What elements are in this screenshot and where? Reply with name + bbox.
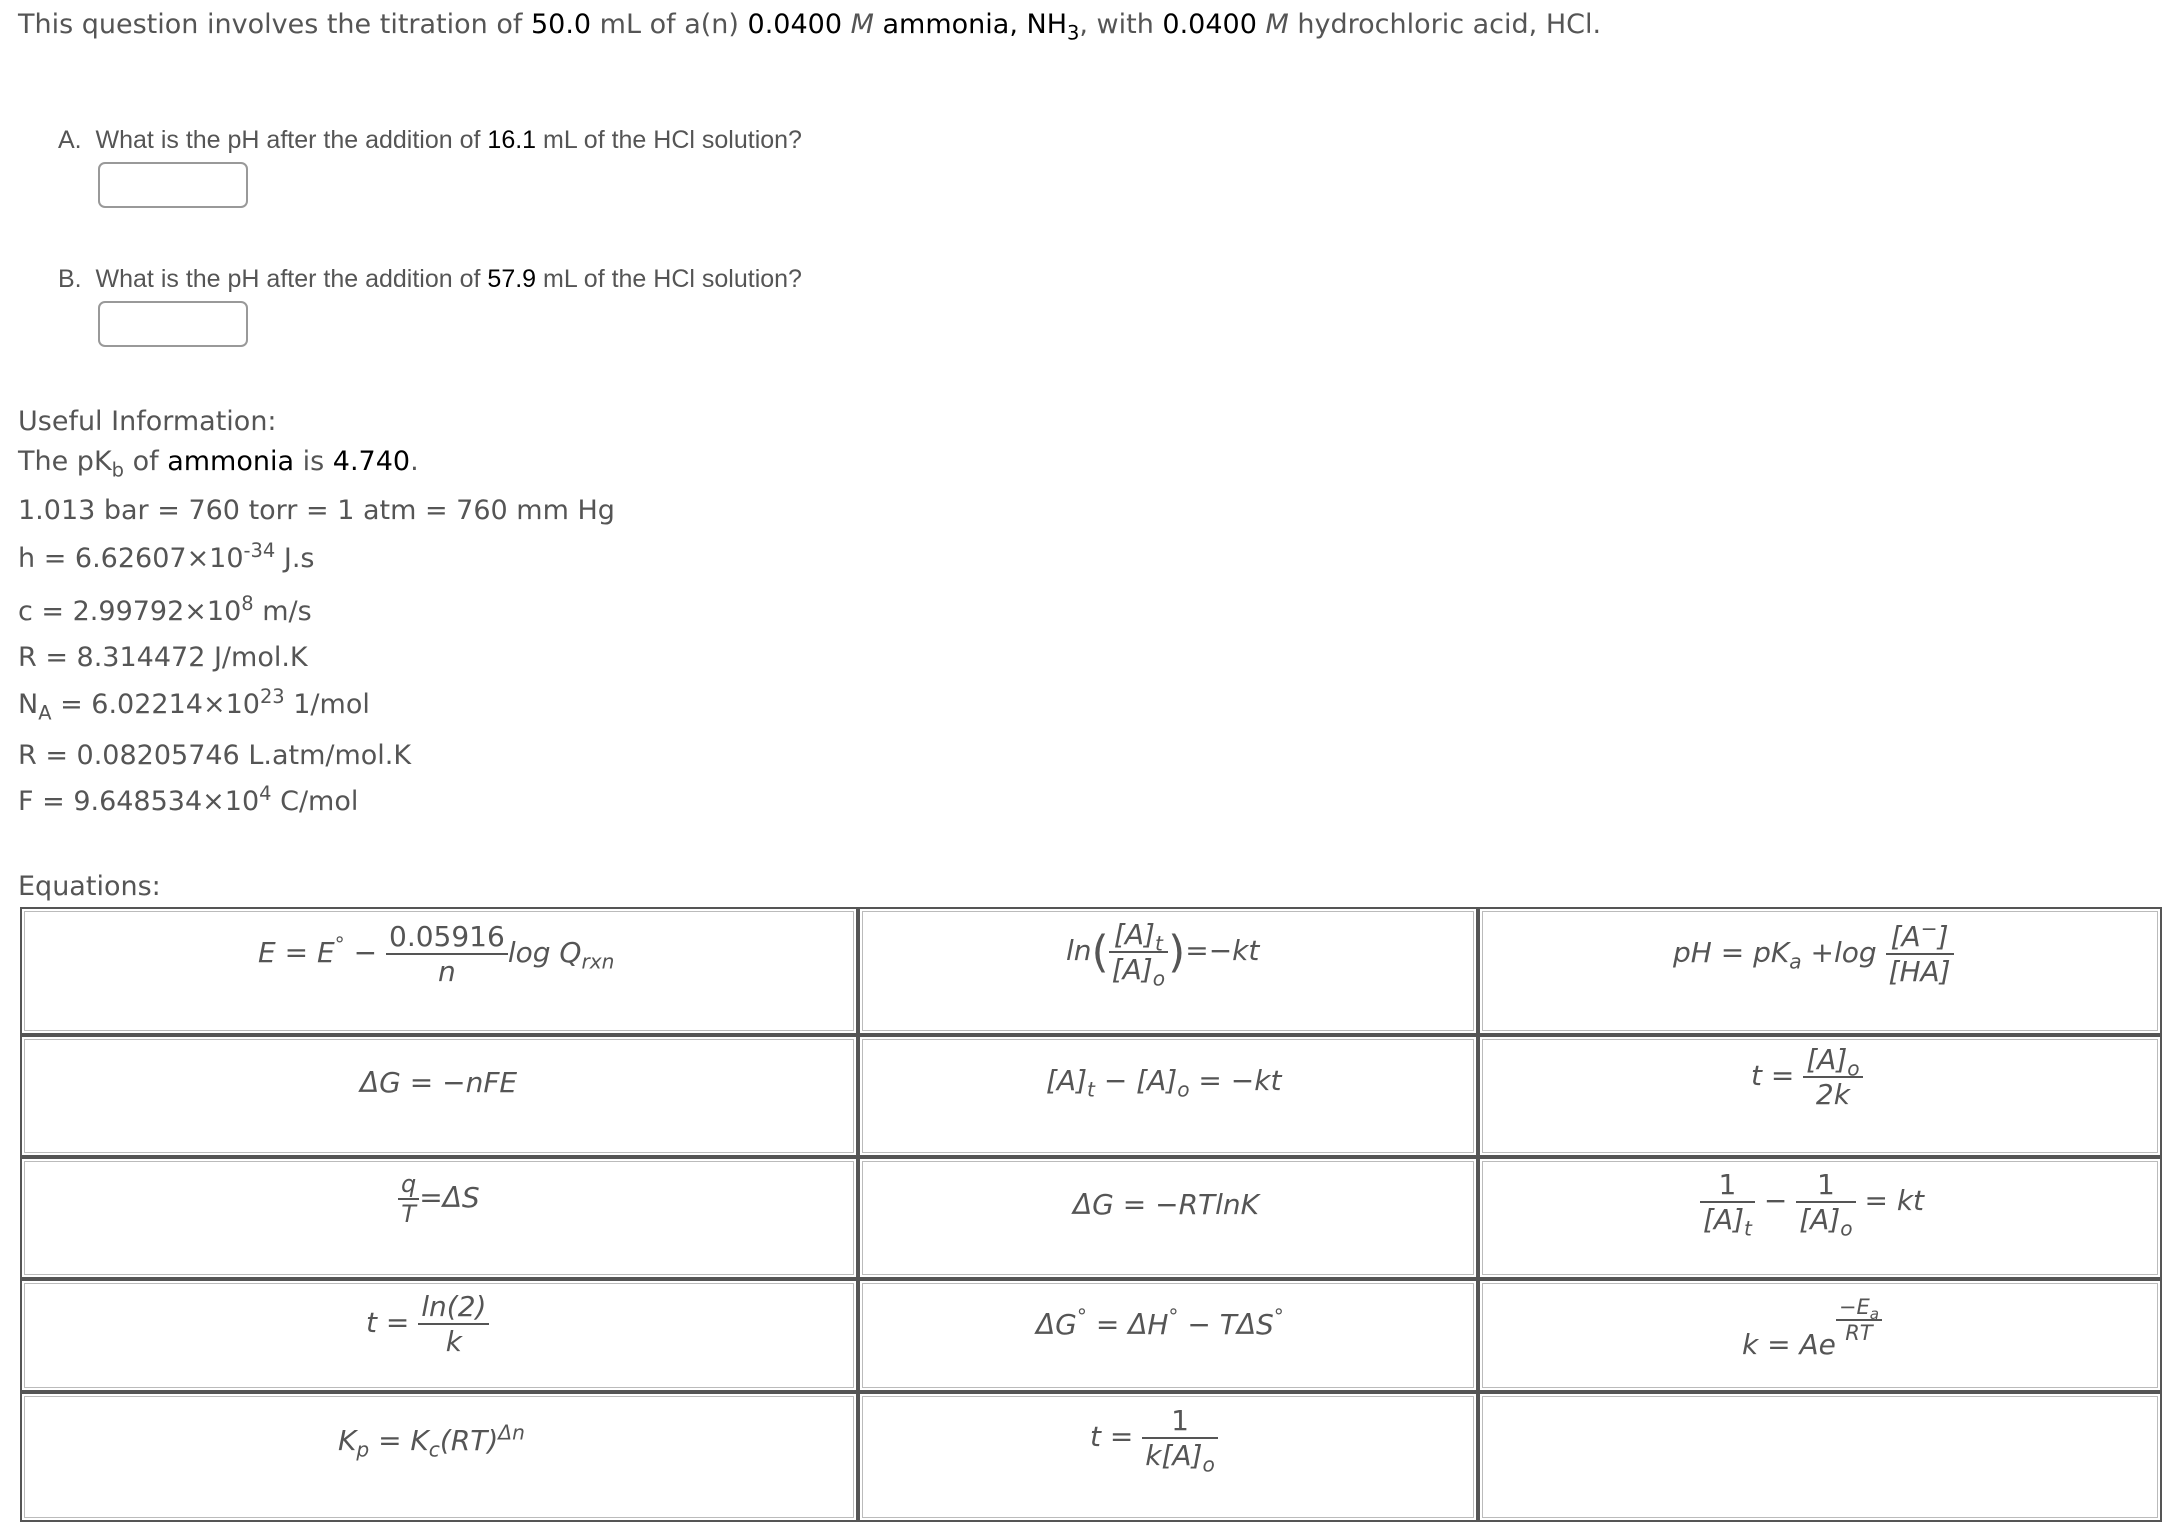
- eq-text: −: [1763, 1184, 1788, 1217]
- denominator: T: [401, 1200, 416, 1228]
- eq-subscript: o: [1152, 966, 1166, 991]
- light-speed-value: c = 2.99792: [18, 596, 185, 627]
- intro-subscript: 3: [1067, 21, 1080, 45]
- entropy-equation: [398, 1170, 480, 1228]
- degree-symbol: °: [1076, 1304, 1087, 1329]
- avogadro-label: N: [18, 689, 39, 720]
- pkb-compound: ammonia: [167, 446, 295, 477]
- planck-unit: J.s: [275, 543, 315, 574]
- eq-subscript: c: [428, 1437, 440, 1462]
- eq-text: [A]: [1799, 1203, 1841, 1236]
- pkb-text: is: [294, 446, 333, 477]
- avogadro-unit: 1/mol: [284, 689, 370, 720]
- fraction: [386, 920, 508, 988]
- avogadro-value: = 6.02214: [51, 689, 203, 720]
- denominator: [1109, 953, 1168, 991]
- times-ten: ×10: [202, 689, 260, 720]
- fraction: [1803, 1043, 1862, 1111]
- gibbs-enthalpy-equation: [1036, 1304, 1284, 1341]
- denominator: RT: [1845, 1321, 1873, 1345]
- numerator: q: [398, 1170, 419, 1200]
- eq-subscript: o: [1177, 1077, 1190, 1102]
- numerator: [1109, 918, 1168, 956]
- second-order-equation: [1700, 1168, 1925, 1241]
- first-order-half-life-equation: [366, 1290, 489, 1358]
- eq-text: pH = pK: [1673, 936, 1790, 969]
- pkb-label: The pK: [18, 446, 112, 477]
- pkb-subscript: b: [111, 458, 124, 482]
- question-volume: 57.9: [487, 265, 537, 293]
- gas-constant-atm-line: R = 0.08205746 L.atm/mol.K: [18, 740, 412, 771]
- intro-text: hydrochloric acid, HCl.: [1288, 9, 1602, 40]
- numerator: [1836, 1295, 1882, 1324]
- question-a: [58, 126, 802, 155]
- eq-text: [A]: [1806, 1043, 1848, 1076]
- numerator: 1: [1700, 1168, 1755, 1203]
- numerator: 0.05916: [386, 920, 508, 955]
- eq-text: k[A]: [1145, 1439, 1203, 1472]
- eq-subscript: p: [356, 1437, 370, 1462]
- eq-text: +log: [1801, 936, 1886, 969]
- faraday-line: [18, 782, 359, 817]
- eq-subscript: rxn: [581, 949, 615, 974]
- denominator: [1796, 1203, 1855, 1241]
- question-intro: [18, 9, 1602, 45]
- fraction: [1142, 1404, 1218, 1477]
- eq-text: − [A]: [1094, 1064, 1178, 1097]
- pkb-value: 4.740: [332, 446, 411, 477]
- question-b: [58, 265, 802, 294]
- eq-text: −E: [1838, 1295, 1870, 1319]
- fraction: [418, 1290, 489, 1358]
- planck-value: h = 6.62607: [18, 543, 187, 574]
- eq-subscript: a: [1869, 1305, 1879, 1324]
- avogadro-subscript: A: [38, 701, 52, 725]
- zero-order-half-life-equation: [1751, 1043, 1863, 1111]
- denominator: [1700, 1203, 1755, 1241]
- eq-text: log Q: [507, 936, 582, 969]
- denominator: [1142, 1439, 1218, 1477]
- eq-text: [A]: [1046, 1064, 1088, 1097]
- equation-cell: [1478, 1392, 2162, 1522]
- eq-text: =ΔS: [419, 1181, 480, 1214]
- nernst-equation: [258, 920, 614, 988]
- numerator: [1803, 1043, 1862, 1081]
- fraction: [398, 1170, 419, 1228]
- answer-b-input[interactable]: [98, 301, 248, 347]
- times-ten: ×10: [184, 596, 242, 627]
- eq-subscript: o: [1847, 1056, 1860, 1081]
- eq-text: = ΔH: [1086, 1308, 1169, 1341]
- pkb-line: [18, 446, 419, 482]
- intro-acid-concentration: 0.0400: [1162, 9, 1257, 40]
- denominator: [HA]: [1888, 955, 1951, 988]
- avogadro-line: [18, 685, 370, 725]
- eq-superscript: Δn: [498, 1420, 525, 1445]
- useful-info-heading: Useful Information:: [18, 406, 277, 437]
- planck-exponent: -34: [243, 539, 276, 562]
- eq-text: [A]: [1111, 953, 1153, 986]
- eq-text: E = E: [258, 936, 335, 969]
- eq-subscript: t: [1087, 1077, 1095, 1102]
- eq-subscript: t: [1154, 931, 1163, 956]
- gibbs-equilibrium-equation: ΔG = −RTlnK: [1073, 1188, 1260, 1221]
- eq-subscript: t: [1744, 1216, 1752, 1241]
- avogadro-exponent: 23: [259, 685, 285, 708]
- eq-text: ln: [1066, 934, 1092, 967]
- eq-text: ΔG: [1036, 1308, 1077, 1341]
- intro-text: mL of a(n): [591, 9, 748, 40]
- degree-symbol: °: [334, 932, 345, 957]
- intro-concentration: 0.0400: [747, 9, 843, 40]
- intro-base-name: ammonia, NH: [882, 9, 1067, 40]
- answer-a-input[interactable]: [98, 162, 248, 208]
- eq-text: t =: [1090, 1420, 1143, 1453]
- intro-text: This question involves the titration of: [18, 9, 531, 40]
- equations-heading: Equations:: [18, 871, 161, 902]
- light-speed-line: [18, 592, 312, 627]
- kp-kc-equation: [338, 1420, 525, 1462]
- fraction: [1886, 916, 1954, 988]
- denominator: n: [438, 955, 456, 988]
- question-text: mL of the HCl solution?: [536, 265, 802, 293]
- eq-text: = −kt: [1189, 1064, 1282, 1097]
- eq-text: [A]: [1113, 918, 1155, 951]
- gas-constant-line: R = 8.314472 J/mol.K: [18, 642, 308, 673]
- eq-text: [A]: [1703, 1203, 1745, 1236]
- eq-text: ]: [1937, 920, 1949, 953]
- degree-symbol: °: [1168, 1304, 1179, 1329]
- eq-text: = kt: [1864, 1184, 1925, 1217]
- eq-text: [A: [1890, 920, 1921, 953]
- eq-text: t =: [1751, 1059, 1804, 1092]
- eq-text: t =: [366, 1306, 419, 1339]
- molar-symbol: M: [1265, 9, 1289, 40]
- numerator: 1: [1142, 1404, 1218, 1439]
- henderson-hasselbalch-equation: [1673, 916, 1954, 988]
- pkb-text: of: [124, 446, 168, 477]
- eq-text: (RT): [439, 1424, 499, 1457]
- eq-text: −: [353, 936, 378, 969]
- eq-text: K: [338, 1424, 357, 1457]
- faraday-unit: C/mol: [271, 786, 359, 817]
- eq-text: k = Ae: [1742, 1328, 1836, 1361]
- eq-subscript: o: [1840, 1216, 1853, 1241]
- degree-symbol: °: [1273, 1304, 1284, 1329]
- gibbs-nfe-equation: ΔG = −nFE: [360, 1066, 518, 1099]
- eq-text: − TΔS: [1178, 1308, 1274, 1341]
- eq-subscript: a: [1789, 949, 1802, 974]
- fraction: [1836, 1295, 1882, 1345]
- times-ten: ×10: [202, 786, 260, 817]
- times-ten: ×10: [186, 543, 244, 574]
- zero-order-equation: [1046, 1064, 1282, 1102]
- fraction: [1109, 918, 1168, 991]
- numerator: ln(2): [418, 1290, 489, 1325]
- molar-symbol: M: [850, 9, 874, 40]
- fraction: [1796, 1168, 1855, 1241]
- question-volume: 16.1: [487, 126, 537, 154]
- first-order-equation: ln( $\frac{[A]_t}{[A]_o}$ )=−kt: [1066, 918, 1260, 991]
- question-text: mL of the HCl solution?: [536, 126, 802, 154]
- denominator: 2k: [1815, 1078, 1850, 1111]
- eq-superscript: −: [1920, 916, 1938, 941]
- second-order-half-life-equation: [1090, 1404, 1218, 1477]
- pressure-line: 1.013 bar = 760 torr = 1 atm = 760 mm Hg: [18, 495, 615, 526]
- intro-volume: 50.0: [530, 9, 592, 40]
- question-text: What is the pH after the addition of: [95, 265, 488, 293]
- question-letter: A.: [58, 126, 82, 154]
- numerator: 1: [1796, 1168, 1855, 1203]
- numerator: [1886, 916, 1954, 955]
- arrhenius-equation: [1742, 1295, 1882, 1361]
- question-letter: B.: [58, 265, 82, 293]
- planck-line: [18, 539, 315, 574]
- eq-subscript: o: [1202, 1452, 1215, 1477]
- pkb-text: .: [410, 446, 419, 477]
- denominator: k: [445, 1325, 462, 1358]
- eq-text: =−kt: [1185, 934, 1260, 967]
- question-text: What is the pH after the addition of: [95, 126, 488, 154]
- faraday-exponent: 4: [259, 782, 272, 805]
- eq-text: = K: [369, 1424, 429, 1457]
- light-speed-unit: m/s: [253, 596, 312, 627]
- light-speed-exponent: 8: [241, 592, 254, 615]
- faraday-value: F = 9.648534: [18, 786, 203, 817]
- intro-text: , with: [1079, 9, 1163, 40]
- fraction: [1700, 1168, 1755, 1241]
